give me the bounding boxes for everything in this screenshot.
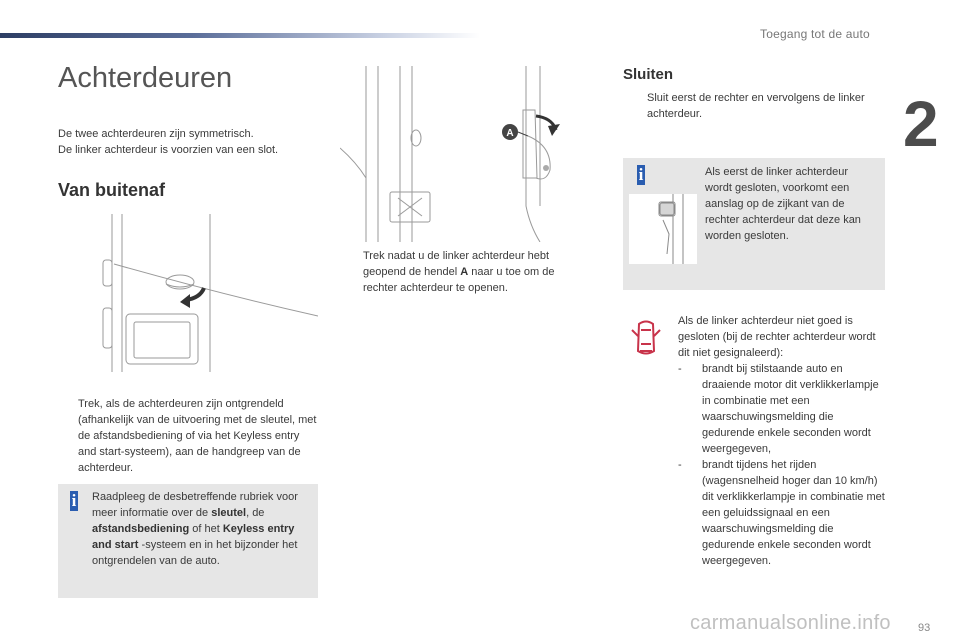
warning-item xyxy=(678,361,888,457)
intro-line-2: De linker achterdeur is voorzien van een slot. xyxy=(58,144,279,156)
watermark: carmanualsonline.info xyxy=(690,612,891,634)
warning-item-text: brandt bij stilstaande auto en draaiende motor dit verklikkerlampje in combinatie met een waarschuwingsmelding die gedurende enkele seconden wordt weergegeven, xyxy=(702,363,879,455)
closing-instruction-text: Sluit eerst de rechter en vervolgens de linker achterdeur. xyxy=(647,92,865,120)
info-icon: i xyxy=(71,491,77,510)
open-door-warning-icon xyxy=(631,318,661,358)
heading-sluiten: Sluiten xyxy=(623,66,674,83)
warning-item-dash: - xyxy=(678,363,682,375)
warning-item xyxy=(678,457,888,569)
outside-instruction-text: Trek, als de achterdeuren zijn ontgrendeld (afhankelijk van de uitvoering met de sleutel, met de afstandsbediening of via het Keyless entry and start-systeem), aan de handgreep van de achterdeur. xyxy=(78,398,317,474)
lever-a-label: A xyxy=(506,128,514,139)
header-accent-bar xyxy=(0,33,480,38)
warning-item-dash: - xyxy=(678,459,682,471)
warning-item-text: brandt tijdens het rijden (wagensnelheid hoger dan 10 km/h) dit verklikkerlampje in combinatie met een geluidssignaal en een waarschuwingsmelding die gedurende enkele seconden wordt weergegeven. xyxy=(702,459,885,567)
intro-line-1: De twee achterdeuren zijn symmetrisch. xyxy=(58,128,254,140)
info-note-unlocking-text: Raadpleeg de desbetreffende rubriek voor meer informatie over de sleutel, de afstandsbediening of het Keyless entry and start -systeem en in het bijzonder het ontgrendelen van de auto. xyxy=(92,491,298,567)
info-note-closing-text: Als eerst de linker achterdeur wordt gesloten, voorkomt een aanslag op de zijkant van de rechter achterdeur dat deze kan worden gesloten. xyxy=(705,166,861,242)
intro-text xyxy=(58,126,328,158)
page-title: Achterdeuren xyxy=(58,62,233,94)
warning-intro: Als de linker achterdeur niet goed is gesloten (bij de rechter achterdeur wordt dit niet gesignaleerd): xyxy=(678,315,876,359)
rear-door-interior-illustration xyxy=(340,66,580,242)
info-note-closing-order xyxy=(623,158,885,290)
door-stop-thumbnail xyxy=(629,194,697,264)
closing-instruction xyxy=(627,90,875,122)
warning-text xyxy=(678,313,888,569)
rear-door-exterior-illustration xyxy=(100,214,318,372)
inside-instruction-text: Trek nadat u de linker achterdeur hebt geopend de hendel A naar u toe om de rechter achterdeur te openen. xyxy=(363,250,555,294)
inside-instruction xyxy=(343,248,583,296)
info-icon: i xyxy=(638,165,644,184)
heading-van-buitenaf: Van buitenaf xyxy=(58,180,166,200)
page-number: 93 xyxy=(918,622,931,634)
section-title: Toegang tot de auto xyxy=(760,27,870,41)
chapter-number: 2 xyxy=(903,88,939,160)
outside-instruction xyxy=(58,396,320,476)
info-note-unlocking xyxy=(58,484,318,598)
